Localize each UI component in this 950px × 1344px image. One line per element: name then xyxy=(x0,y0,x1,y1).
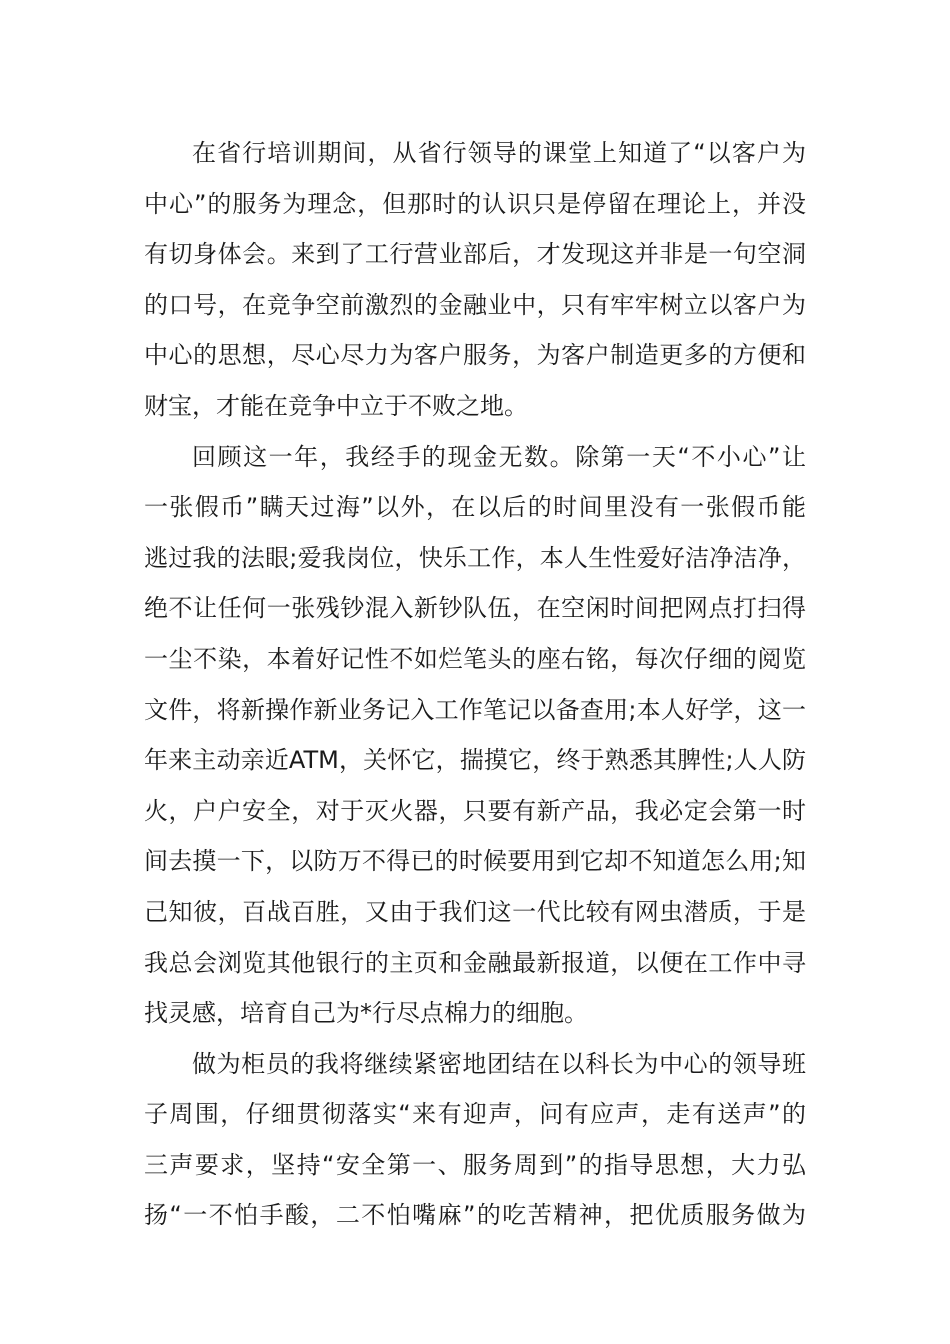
text-line: 间去摸一下，以防万不得已的时候要用到它却不知道怎么用;知 xyxy=(144,847,806,876)
text-line: 在省行培训期间，从省行领导的课堂上知道了“以客户为 xyxy=(192,139,806,167)
paragraph-year-review xyxy=(144,432,806,1039)
text-line: 有切身体会。来到了工行营业部后，才发现这并非是一句空洞 xyxy=(144,240,806,269)
text-line: 火，户户安全，对于灭火器，只要有新产品，我必定会第一时 xyxy=(144,796,806,825)
text-line: 回顾这一年，我经手的现金无数。除第一天“不小心”让 xyxy=(192,442,806,471)
text-line: 文件，将新操作新业务记入工作笔记以备查用;本人好学，这一 xyxy=(144,695,806,724)
text-line: 财宝，才能在竞争中立于不败之地。 xyxy=(144,391,528,420)
paragraph-future-plan xyxy=(144,1039,806,1241)
text-line: 逃过我的法眼;爱我岗位，快乐工作，本人生性爱好洁净洁净， xyxy=(144,543,806,572)
body-text xyxy=(144,128,806,1241)
text-line: 中心”的服务为理念，但那时的认识只是停留在理论上，并没 xyxy=(144,189,806,218)
text-line: 扬“一不怕手酸，二不怕嘴麻”的吃苦精神，把优质服务做为 xyxy=(144,1201,806,1230)
text-line: 三声要求，坚持“安全第一、服务周到”的指导思想，大力弘 xyxy=(144,1150,806,1179)
text-line: 己知彼，百战百胜，又由于我们这一代比较有网虫潜质，于是 xyxy=(144,897,806,926)
text-line: 一张假币”瞒天过海”以外，在以后的时间里没有一张假币能 xyxy=(144,493,806,522)
text-line: 子周围，仔细贯彻落实“来有迎声，问有应声，走有送声”的 xyxy=(144,1100,806,1129)
text-line: 找灵感，培育自己为*行尽点棉力的细胞。 xyxy=(144,999,588,1028)
text-line: 的口号，在竞争空前激烈的金融业中，只有牢牢树立以客户为 xyxy=(144,290,806,319)
text-line: 中心的思想，尽心尽力为客户服务，为客户制造更多的方便和 xyxy=(144,341,806,370)
text-line: 绝不让任何一张残钞混入新钞队伍，在空闲时间把网点打扫得 xyxy=(144,594,806,623)
paragraph-customer-service xyxy=(144,128,806,432)
text-line: 我总会浏览其他银行的主页和金融最新报道，以便在工作中寻 xyxy=(144,948,806,977)
text-line: 一尘不染，本着好记性不如烂笔头的座右铭，每次仔细的阅览 xyxy=(144,644,806,673)
text-line: 做为柜员的我将继续紧密地团结在以科长为中心的领导班 xyxy=(192,1049,806,1078)
text-line: 年来主动亲近ATM，关怀它，揣摸它，终于熟悉其脾性;人人防 xyxy=(144,746,806,775)
